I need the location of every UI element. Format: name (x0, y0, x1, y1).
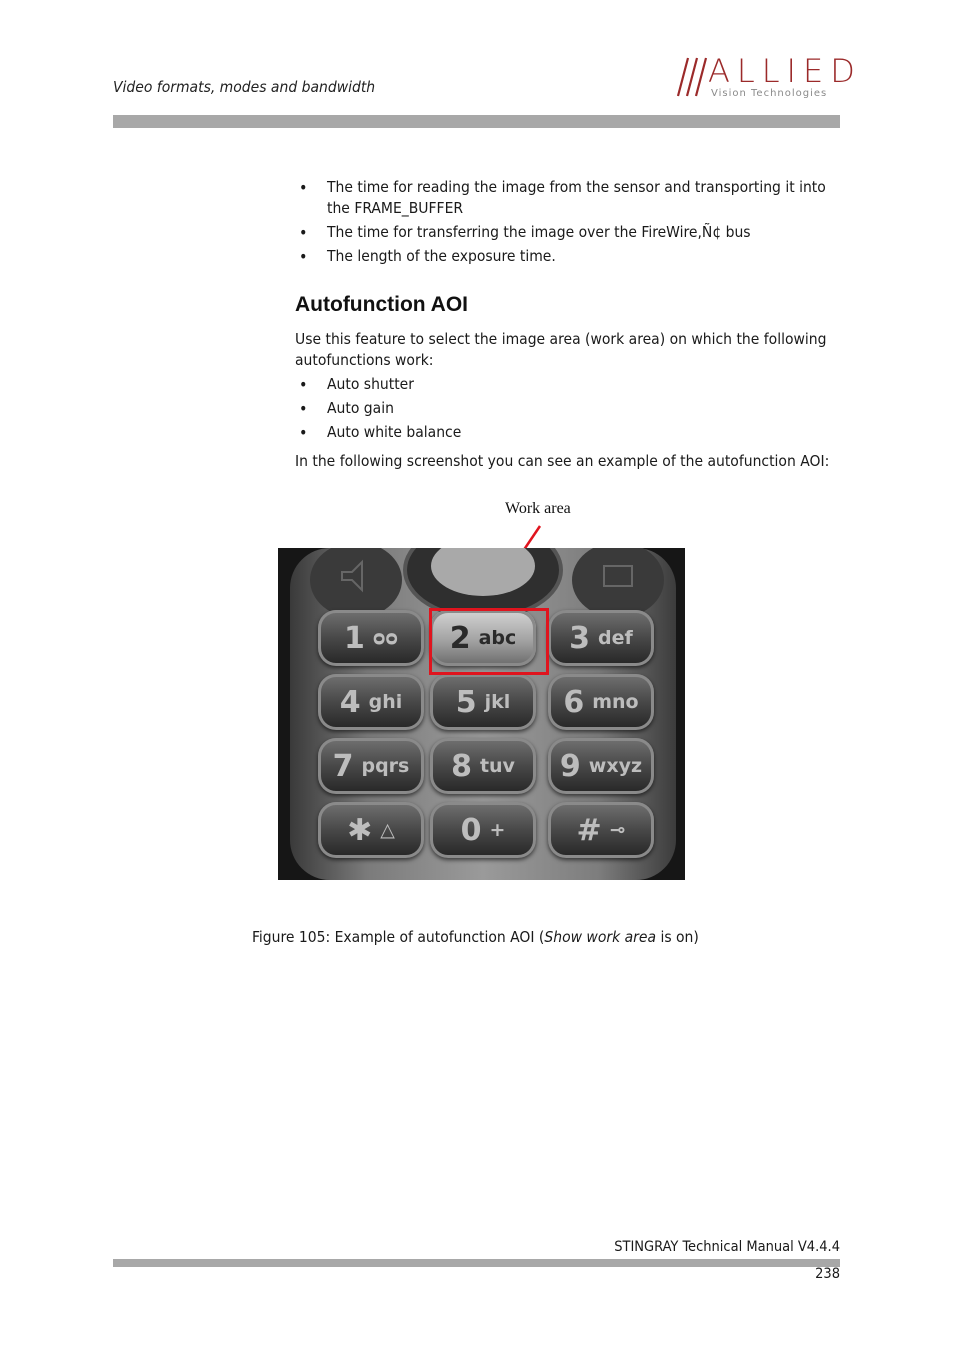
keypad-key (318, 738, 424, 794)
key-letters: ᴑᴑ (372, 627, 398, 649)
key-digit: ✱ (347, 812, 373, 848)
key-digit: 4 (339, 684, 361, 720)
key-digit: 8 (451, 748, 472, 784)
list-item: • The length of the exposure time. (295, 246, 843, 267)
keypad-key (548, 738, 654, 794)
key-digit: 2 (449, 620, 471, 656)
key-digit: 5 (455, 684, 477, 720)
section-heading: Autofunction AOI (295, 293, 469, 316)
intro-bullet-list (295, 177, 843, 270)
keypad-key (430, 802, 536, 858)
key-letters: abc (478, 627, 517, 649)
caption-italic: Show work area (544, 928, 657, 946)
key-letters: ⊸ (609, 819, 626, 841)
list-item: • Auto white balance (295, 422, 843, 443)
allied-logo (668, 52, 862, 100)
figure-caption (252, 928, 699, 946)
key-letters: tuv (479, 755, 515, 777)
key-letters: △ (380, 819, 395, 841)
key-letters: pqrs (361, 755, 410, 777)
key-letters: + (489, 819, 506, 841)
keypad-key (430, 674, 536, 730)
list-item: • The time for reading the image from the sensor and transporting it into the FRAME_BUFFER (295, 177, 843, 219)
keypad-key (318, 610, 424, 666)
logo-slashes-icon (668, 54, 710, 98)
key-digit: 6 (563, 684, 585, 720)
key-digit: 3 (569, 620, 591, 656)
keypad-key (318, 802, 424, 858)
footer-rule (113, 1259, 840, 1267)
logo-wordmark: ALLIED (708, 52, 862, 90)
key-digit: 7 (332, 748, 354, 784)
autofunction-bullet-list (295, 374, 843, 446)
page-number: 238 (815, 1266, 840, 1282)
list-item: • Auto shutter (295, 374, 843, 395)
work-area-highlight (429, 608, 549, 675)
logo-tagline: Vision Technologies (711, 88, 828, 99)
keypad-key (548, 674, 654, 730)
key-letters: mno (592, 691, 639, 713)
header-rule (113, 115, 840, 128)
key-digit: 1 (344, 620, 365, 656)
list-item: • The time for transferring the image over the FireWire,Ñ¢ bus (295, 222, 843, 243)
keypad-key (318, 674, 424, 730)
key-letters: wxyz (588, 755, 643, 777)
work-area-label: Work area (505, 500, 571, 517)
keypad-key (548, 610, 654, 666)
key-letters: ghi (368, 691, 403, 713)
list-item: • Auto gain (295, 398, 843, 419)
key-digit: 0 (460, 812, 482, 848)
key-digit: # (576, 812, 602, 848)
figure-lead-in: In the following screenshot you can see an example of the autofunction AOI: (295, 452, 830, 470)
running-header-title: Video formats, modes and bandwidth (113, 78, 376, 96)
caption-suffix: is on) (656, 928, 699, 946)
key-letters: jkl (484, 691, 511, 713)
key-letters: def (598, 627, 633, 649)
key-digit: 9 (559, 748, 581, 784)
keypad-key (430, 738, 536, 794)
caption-prefix: Figure 105: Example of autofunction AOI ( (252, 928, 545, 946)
footer-manual-title: STINGRAY Technical Manual V4.4.4 (614, 1239, 840, 1255)
keypad-keys (278, 548, 685, 880)
keypad-key (548, 802, 654, 858)
section-paragraph: Use this feature to select the image area (work area) on which the following autofunctions work: (295, 330, 827, 369)
